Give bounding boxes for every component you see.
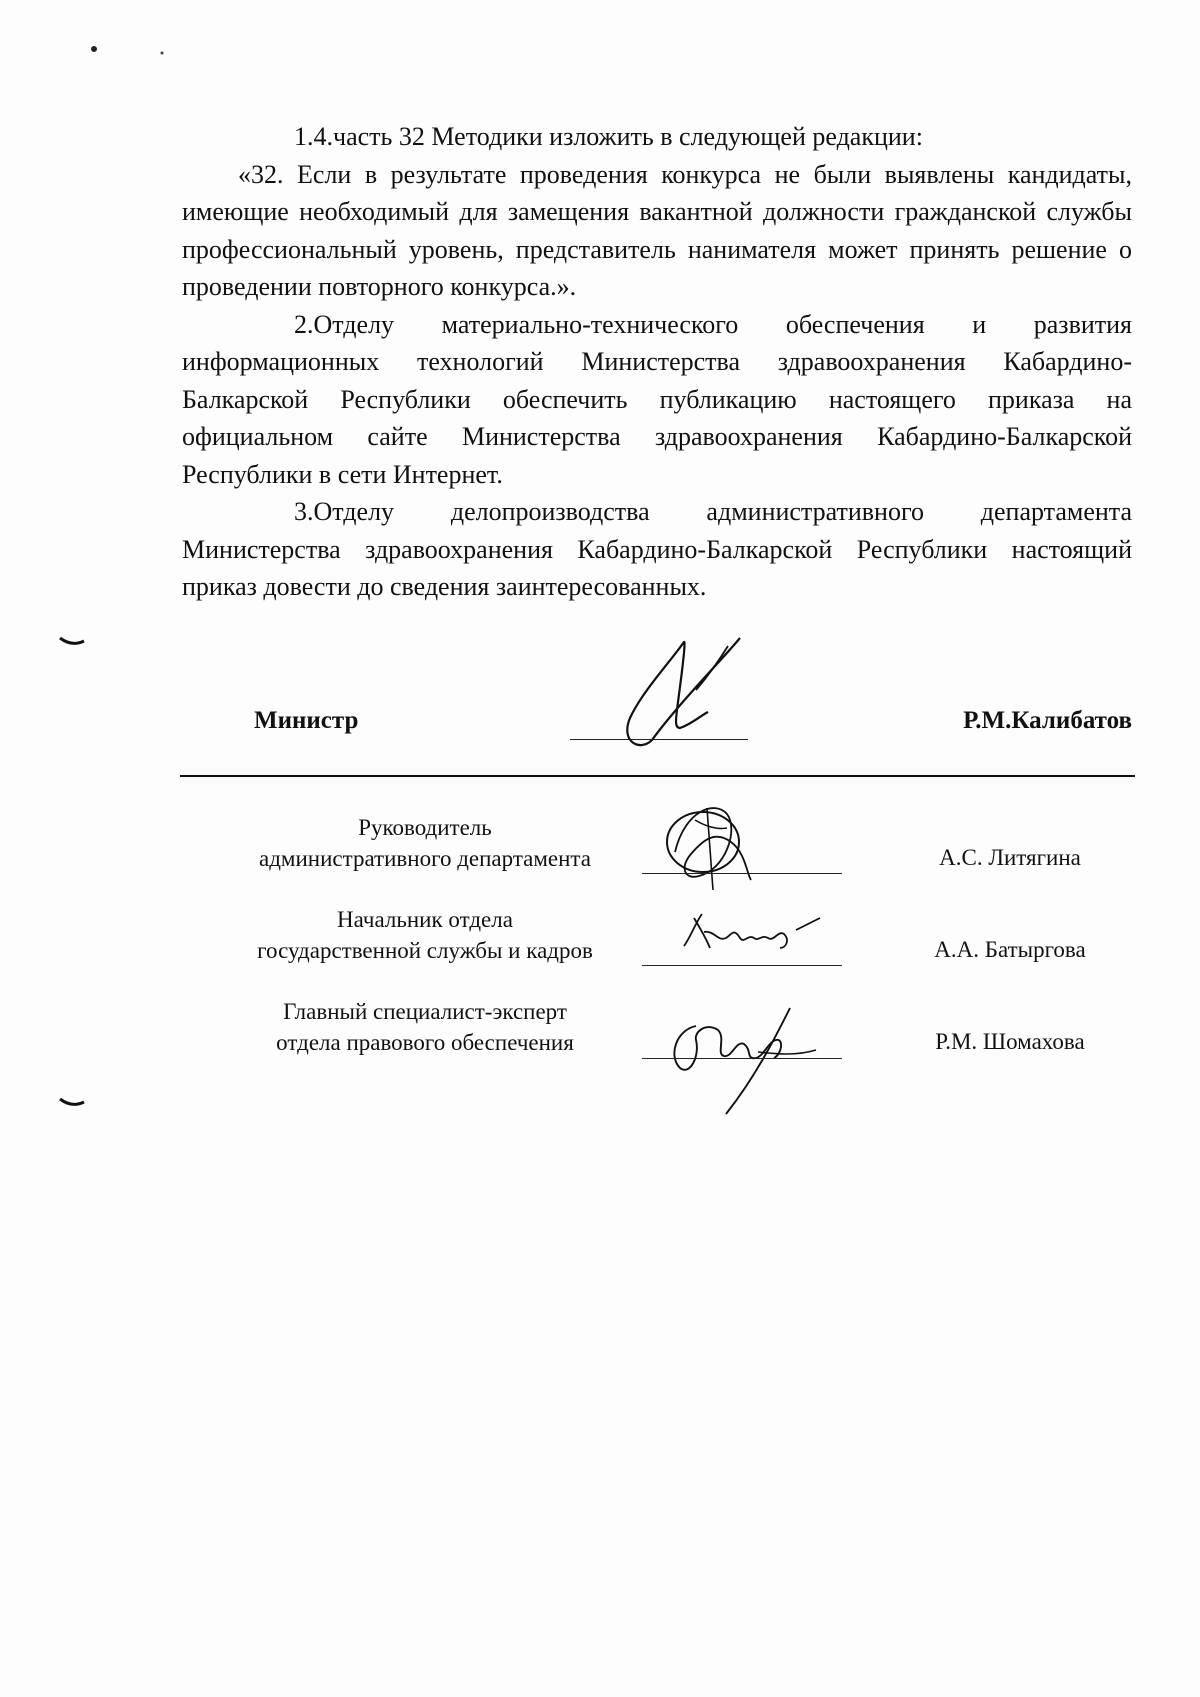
approval-title-line: отдела правового обеспечения — [276, 1030, 574, 1055]
paragraph-1-4 — [182, 118, 1132, 156]
approval-divider — [180, 775, 1135, 777]
approval-signature-line — [642, 965, 842, 966]
approval-name: А.А. Батыргова — [934, 937, 1086, 962]
approval-name: Р.М. Шомахова — [935, 1029, 1085, 1054]
paragraph-3 — [182, 493, 1132, 606]
minister-name: Р.М.Калибатов — [963, 707, 1132, 734]
paragraph-number: 3. — [294, 497, 314, 526]
paragraph-text: Отделу материально-технического обеспечения и развития информационных технологий Министерства здравоохранения Кабардино-Балкарской Республики обеспечить публикацию настоящего приказа на официальном сайте Министерства здравоохранения Кабардино-Балкарской Республики в сети Интернет. — [182, 309, 1132, 489]
punch-mark-top — [58, 635, 88, 649]
scan-speck — [88, 44, 108, 58]
paragraph-text: часть 32 Методики изложить в следующей редакции: — [333, 122, 923, 151]
minister-title: Министр — [254, 707, 359, 734]
approval-name: А.С. Литягина — [939, 845, 1081, 870]
order-body — [182, 118, 1132, 606]
approval-signature-2 — [680, 908, 825, 958]
approval-signature-1 — [655, 790, 765, 900]
approval-signature-line — [642, 873, 842, 874]
minister-signature — [600, 632, 750, 747]
approval-signature-line — [642, 1058, 842, 1059]
paragraph-2 — [182, 306, 1132, 494]
minister-signature-line — [570, 739, 748, 740]
punch-mark-bottom — [58, 1096, 88, 1110]
approval-title-legal — [210, 996, 640, 1058]
paragraph-number: 1.4. — [294, 122, 333, 151]
approval-signature-3 — [666, 996, 826, 1116]
approval-title-administrative — [210, 812, 640, 874]
paragraph-text: «32. Если в результате проведения конкурса не были выявлены кандидаты, имеющие необходимый для замещения вакантной должности гражданской службы профессиональный уровень, представитель нанимателя может принять решение о проведении повторного конкурса.». — [182, 159, 1132, 301]
paragraph-quote-32 — [182, 156, 1132, 306]
approval-title-line: государственной службы и кадров — [257, 938, 593, 963]
approval-title-line: Руководитель — [358, 815, 492, 840]
approval-title-line: Начальник отдела — [337, 907, 513, 932]
paragraph-text: Отделу делопроизводства административного департамента Министерства здравоохранения Кабардино-Балкарской Республики настоящий приказ довести до сведения заинтересованных. — [182, 497, 1132, 601]
approval-title-hr — [210, 904, 640, 966]
approval-title-line: административного департамента — [259, 846, 591, 871]
paragraph-number: 2. — [294, 309, 314, 339]
approval-title-line: Главный специалист-эксперт — [283, 999, 567, 1024]
